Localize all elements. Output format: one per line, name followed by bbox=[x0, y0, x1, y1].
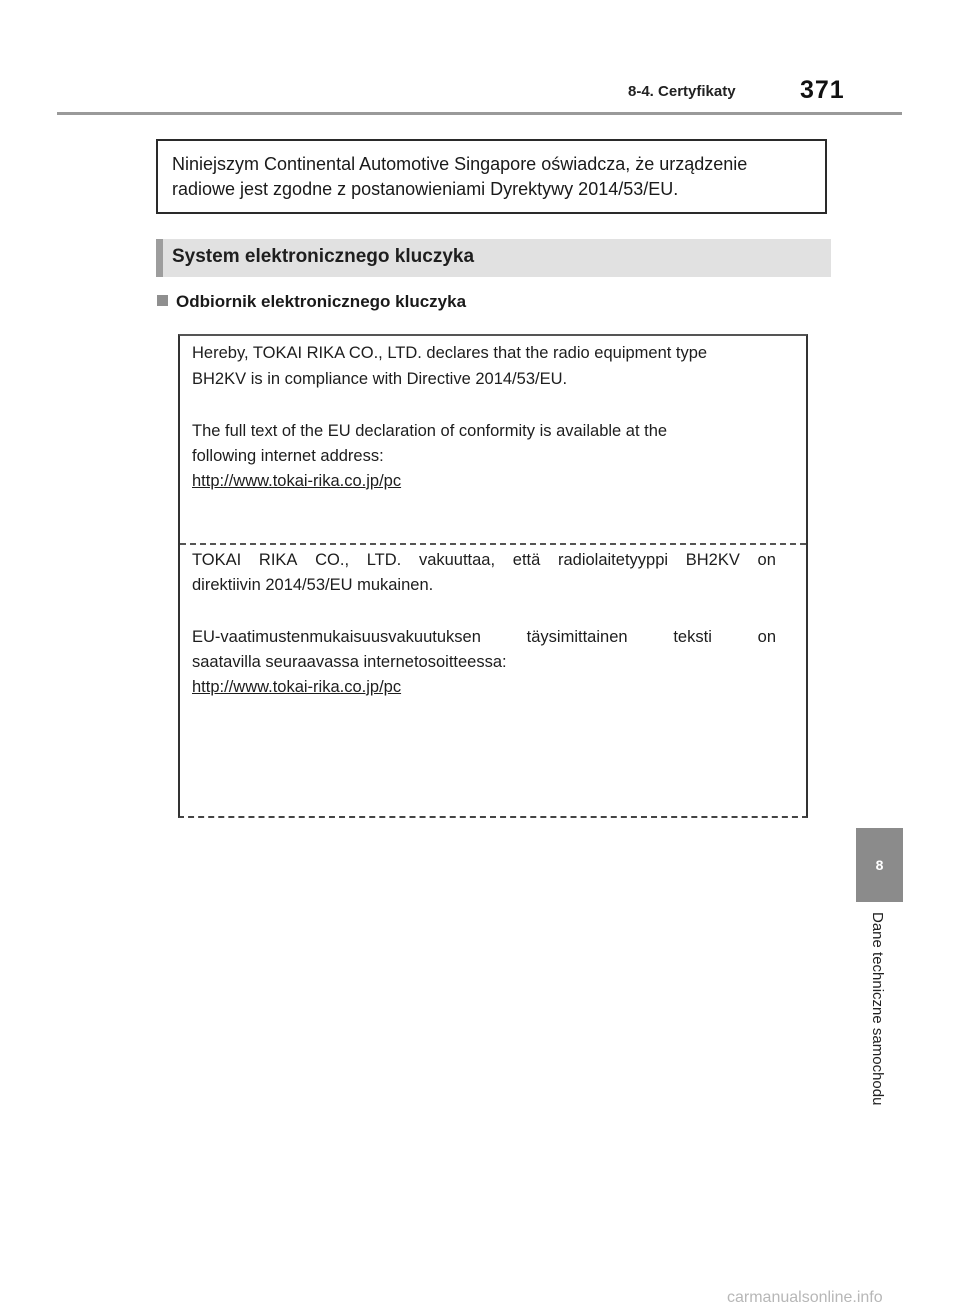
chapter-tab-number: 8 bbox=[875, 857, 884, 873]
notice-line-1: Niniejszym Continental Automotive Singapore oświadcza, że urządzenie bbox=[172, 154, 748, 174]
cert-fi-link[interactable]: http://www.tokai-rika.co.jp/pc bbox=[192, 678, 402, 696]
notice-box bbox=[156, 139, 827, 214]
cert-fi-line-1 bbox=[192, 551, 776, 570]
sub-heading bbox=[157, 292, 466, 312]
chapter-tab-badge[interactable] bbox=[856, 828, 903, 902]
header-rule bbox=[57, 112, 902, 115]
cert-fi-word: RIKA bbox=[258, 551, 298, 569]
cert-fi-word: täysimittainen bbox=[526, 628, 628, 646]
cert-fi-word: CO., bbox=[315, 551, 350, 569]
cert-fi-word: EU-vaatimustenmukaisuusvakuutuksen bbox=[192, 628, 481, 646]
cert-fi-word: on bbox=[757, 551, 776, 569]
cert-fi-line-3 bbox=[192, 628, 776, 647]
certificate-scan bbox=[178, 334, 808, 818]
cert-en-link[interactable]: http://www.tokai-rika.co.jp/pc bbox=[192, 472, 402, 490]
cert-fi-line-2: direktiivin 2014/53/EU mukainen. bbox=[192, 576, 434, 594]
cert-fi-word: että bbox=[512, 551, 541, 569]
certificate-divider bbox=[180, 543, 806, 545]
certificate-english bbox=[180, 336, 806, 543]
cert-fi-word: on bbox=[757, 628, 776, 646]
cert-fi-word: radiolaitetyyppi bbox=[557, 551, 669, 569]
chapter-side-label bbox=[866, 912, 890, 1152]
cert-fi-word: TOKAI bbox=[192, 551, 242, 569]
cert-fi-line-4: saatavilla seuraavassa internetosoitteessa: bbox=[192, 653, 507, 671]
chapter-side-label-text: Dane techniczne samochodu bbox=[869, 912, 886, 1106]
cert-en-line-4: following internet address: bbox=[192, 447, 384, 465]
square-bullet-icon bbox=[157, 295, 168, 306]
header-section-title: 8-4. Certyfikaty bbox=[628, 83, 736, 100]
section-heading-bar bbox=[156, 239, 163, 277]
cert-fi-word: vakuuttaa, bbox=[418, 551, 496, 569]
sub-heading-text: Odbiornik elektronicznego kluczyka bbox=[176, 292, 467, 311]
cert-en-line-2: BH2KV is in compliance with Directive 2014/53/EU. bbox=[192, 370, 568, 388]
cert-en-line-3: The full text of the EU declaration of conformity is available at the bbox=[192, 422, 668, 440]
cert-fi-word: LTD. bbox=[366, 551, 402, 569]
cert-fi-word: teksti bbox=[673, 628, 712, 646]
notice-line-2: radiowe jest zgodne z postanowieniami Dyrektywy 2014/53/EU. bbox=[172, 179, 679, 199]
cert-en-line-1: Hereby, TOKAI RIKA CO., LTD. declares that the radio equipment type bbox=[192, 344, 708, 362]
cert-fi-word: BH2KV bbox=[685, 551, 740, 569]
watermark: carmanualsonline.info bbox=[727, 1289, 883, 1306]
page-number: 371 bbox=[800, 76, 845, 104]
section-heading-text: System elektronicznego kluczyka bbox=[172, 246, 475, 267]
section-heading bbox=[156, 239, 831, 277]
